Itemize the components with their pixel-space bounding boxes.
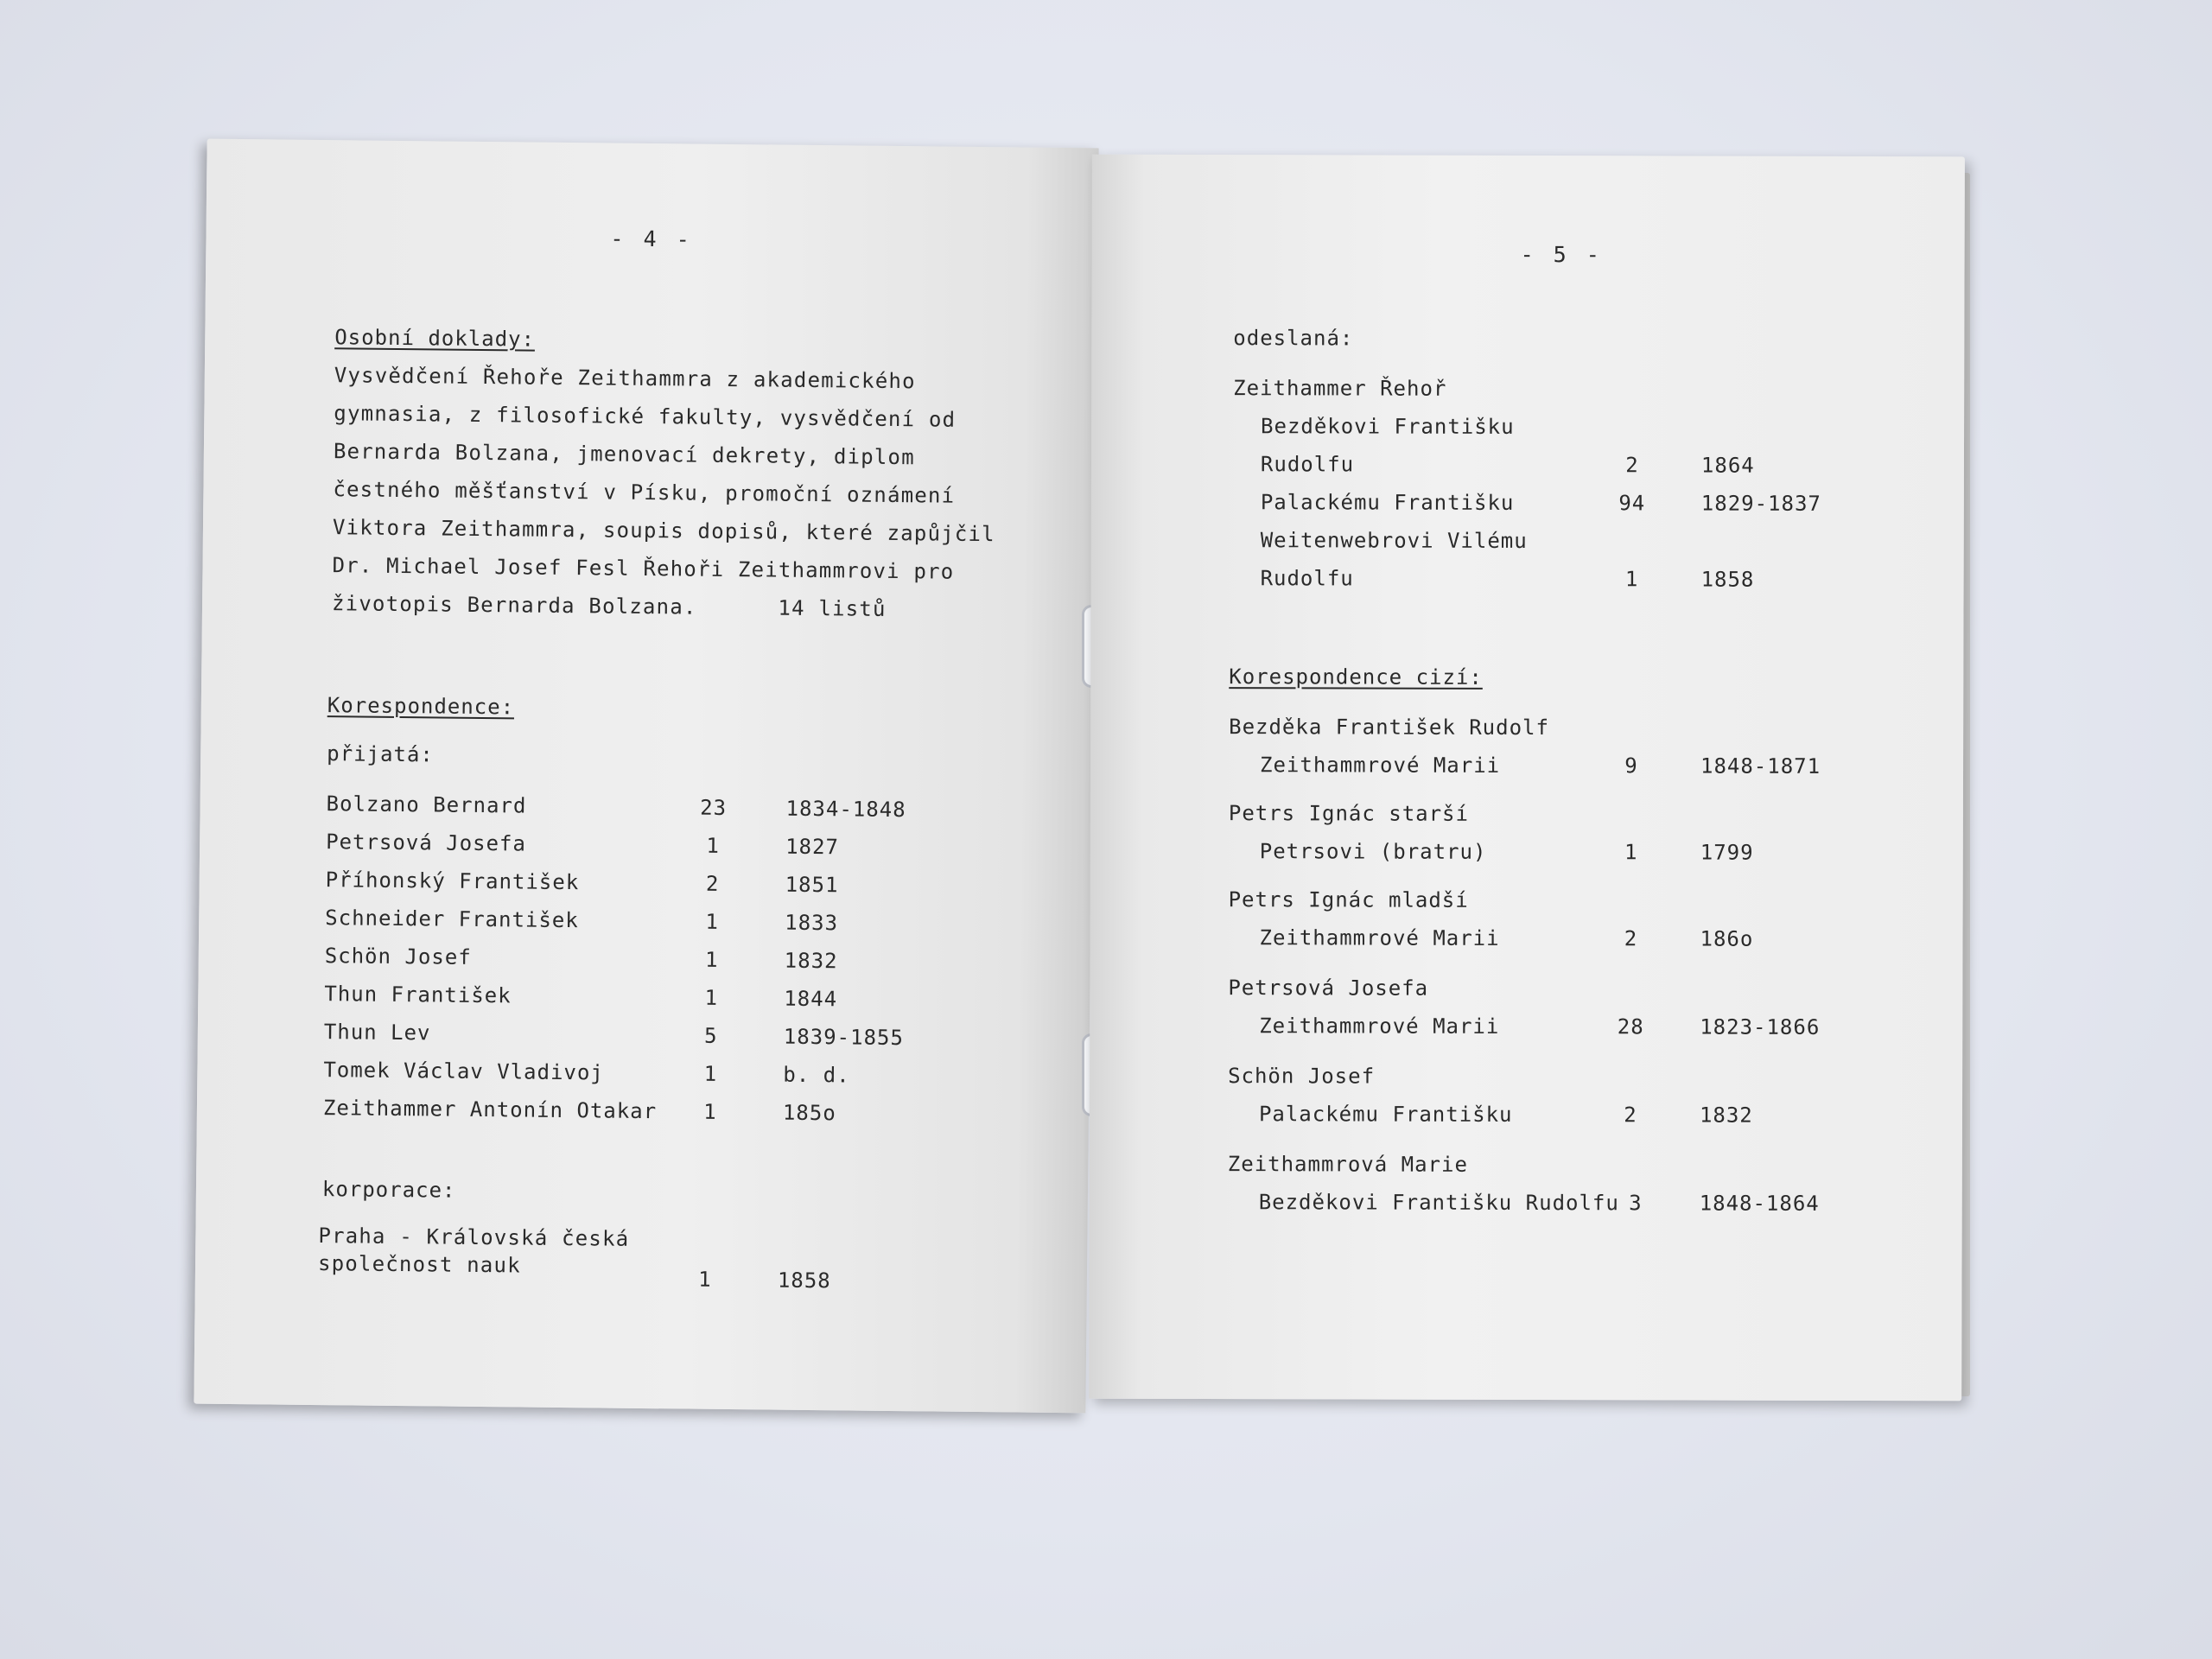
paragraph-line: Vysvědčení Řehoře Zeithammra z akademického xyxy=(334,363,916,394)
letter-count: 23 xyxy=(700,795,728,820)
letter-count: 2 xyxy=(1624,926,1638,951)
paragraph-line: Viktora Zeithammra, soupis dopisů, které zapůjčil xyxy=(332,515,995,547)
correspondent-name: Thun František xyxy=(324,982,512,1008)
sender-name: Zeithammer Řehoř xyxy=(1233,376,1447,401)
letter-count: 1 xyxy=(704,947,719,972)
letter-count: 1 xyxy=(1624,840,1638,865)
letter-count: 5 xyxy=(703,1023,718,1048)
letter-count: 9 xyxy=(1624,753,1638,779)
received-label: přijatá: xyxy=(327,741,434,767)
writer-name: Zeithammrová Marie xyxy=(1227,1152,1468,1177)
writer-name: Petrs Ignác starší xyxy=(1228,801,1470,826)
list-item xyxy=(325,906,982,944)
correspondent-name: Schön Josef xyxy=(324,944,472,969)
sent-label: odeslaná: xyxy=(1233,326,1354,351)
paragraph-line: životopis Bernarda Bolzana. 14 listů xyxy=(331,591,887,621)
letter-count: 2 xyxy=(1624,1103,1637,1128)
letter-years: 185o xyxy=(782,1100,836,1126)
recipient-name: Bezděkovi Františku Rudolfu xyxy=(1258,1190,1619,1216)
letter-years: 1848-1871 xyxy=(1700,753,1821,779)
correspondent-name: Příhonský František xyxy=(325,868,580,895)
letter-count: 2 xyxy=(705,871,720,896)
correspondent-name: Thun Lev xyxy=(323,1020,431,1046)
letter-years: 1832 xyxy=(784,948,838,974)
left-page xyxy=(194,139,1098,1414)
recipient-name: Palackému Františku xyxy=(1258,1102,1513,1127)
recipient-name-line: Bezděkovi Františku xyxy=(1261,414,1515,439)
writer-name: Petrs Ignác mladší xyxy=(1228,887,1469,912)
letter-years: 1851 xyxy=(785,872,839,898)
list-item xyxy=(1260,839,1916,872)
list-item xyxy=(325,944,982,982)
list-item xyxy=(324,1020,981,1058)
list-item xyxy=(1261,452,1917,485)
recipient-name: Zeithammrové Marii xyxy=(1259,925,1500,950)
list-item xyxy=(323,1058,980,1096)
corporation-name-line: společnost nauk xyxy=(317,1251,521,1278)
list-item xyxy=(326,830,982,868)
list-item xyxy=(323,1096,980,1134)
letter-count: 1 xyxy=(705,909,720,934)
correspondence-heading: Korespondence: xyxy=(327,693,515,720)
page-number-left: - 4 - xyxy=(610,226,693,252)
correspondent-name: Bolzano Bernard xyxy=(326,791,527,818)
letter-years: 1848-1864 xyxy=(1699,1191,1820,1216)
recipient-name-line: Weitenwebrovi Vilému xyxy=(1260,528,1528,554)
list-item xyxy=(1259,1190,1950,1223)
letter-count: 2 xyxy=(1625,453,1639,478)
list-item xyxy=(325,868,982,906)
list-item xyxy=(1261,566,1917,599)
letter-years: 1823-1866 xyxy=(1700,1014,1821,1039)
letter-count: 94 xyxy=(1618,491,1646,516)
list-item xyxy=(1259,1102,1916,1135)
list-item xyxy=(1261,490,1917,523)
letter-count: 1 xyxy=(704,985,719,1010)
letter-years: 1833 xyxy=(785,910,839,936)
list-item xyxy=(1259,1014,1916,1046)
letter-years: 1834-1848 xyxy=(785,796,906,823)
letter-count: 28 xyxy=(1617,1014,1644,1039)
letter-years: b. d. xyxy=(783,1062,850,1088)
paragraph-line: Bernarda Bolzana, jmenovací dekrety, diplom xyxy=(333,439,915,470)
letter-count: 1 xyxy=(703,1099,717,1124)
paragraph-line: čestného měšťanství v Písku, promoční oznámení xyxy=(333,477,956,508)
letter-count: 1 xyxy=(698,1267,712,1292)
letter-years: 1799 xyxy=(1700,840,1754,865)
writer-name: Bezděka František Rudolf xyxy=(1229,715,1549,741)
page-number-right: - 5 - xyxy=(1520,241,1603,268)
paragraph-line: gymnasia, z filosofické fakulty, vysvědčení od xyxy=(334,401,957,432)
letter-count: 3 xyxy=(1629,1191,1643,1216)
letter-years: 1827 xyxy=(785,834,840,860)
personal-documents-heading: Osobní doklady: xyxy=(334,325,536,352)
letter-years: 186o xyxy=(1700,926,1754,951)
correspondent-name: Zeithammer Antonín Otakar xyxy=(322,1096,658,1124)
recipient-name: Zeithammrové Marii xyxy=(1260,753,1501,778)
letter-years: 1858 xyxy=(777,1268,831,1294)
letter-years: 1832 xyxy=(1699,1103,1753,1128)
writer-name: Schön Josef xyxy=(1228,1064,1376,1089)
list-item xyxy=(318,1263,975,1301)
paragraph-line: Dr. Michael Josef Fesl Řehoři Zeithammrovi pro xyxy=(332,553,955,584)
recipient-name: Palackému Františku xyxy=(1260,490,1515,515)
list-item xyxy=(1260,753,1916,785)
letter-years: 1829-1837 xyxy=(1700,491,1821,516)
recipient-name: Petrsovi (bratru) xyxy=(1259,839,1487,864)
correspondent-name: Schneider František xyxy=(325,906,579,933)
letter-years: 1864 xyxy=(1700,453,1755,478)
list-item xyxy=(326,791,982,830)
letter-years: 1858 xyxy=(1700,567,1755,592)
recipient-name: Rudolfu xyxy=(1260,452,1355,477)
correspondent-name: Tomek Václav Vladivoj xyxy=(323,1058,604,1085)
list-item xyxy=(1259,925,1916,958)
right-page xyxy=(1089,155,1965,1402)
recipient-name: Zeithammrové Marii xyxy=(1259,1014,1500,1039)
letter-count: 1 xyxy=(1624,567,1639,592)
letter-count: 1 xyxy=(703,1061,718,1086)
letter-years: 1839-1855 xyxy=(783,1024,905,1051)
list-item xyxy=(324,982,981,1020)
recipient-name: Rudolfu xyxy=(1260,566,1354,591)
letter-count: 1 xyxy=(706,833,721,858)
foreign-correspondence-heading: Korespondence cizí: xyxy=(1229,664,1483,690)
letter-years: 1844 xyxy=(784,986,838,1012)
corporations-label: korporace: xyxy=(321,1177,456,1203)
corporation-name-line: Praha - Královská česká xyxy=(318,1224,630,1251)
correspondent-name: Petrsová Josefa xyxy=(326,830,527,856)
writer-name: Petrsová Josefa xyxy=(1228,976,1429,1001)
